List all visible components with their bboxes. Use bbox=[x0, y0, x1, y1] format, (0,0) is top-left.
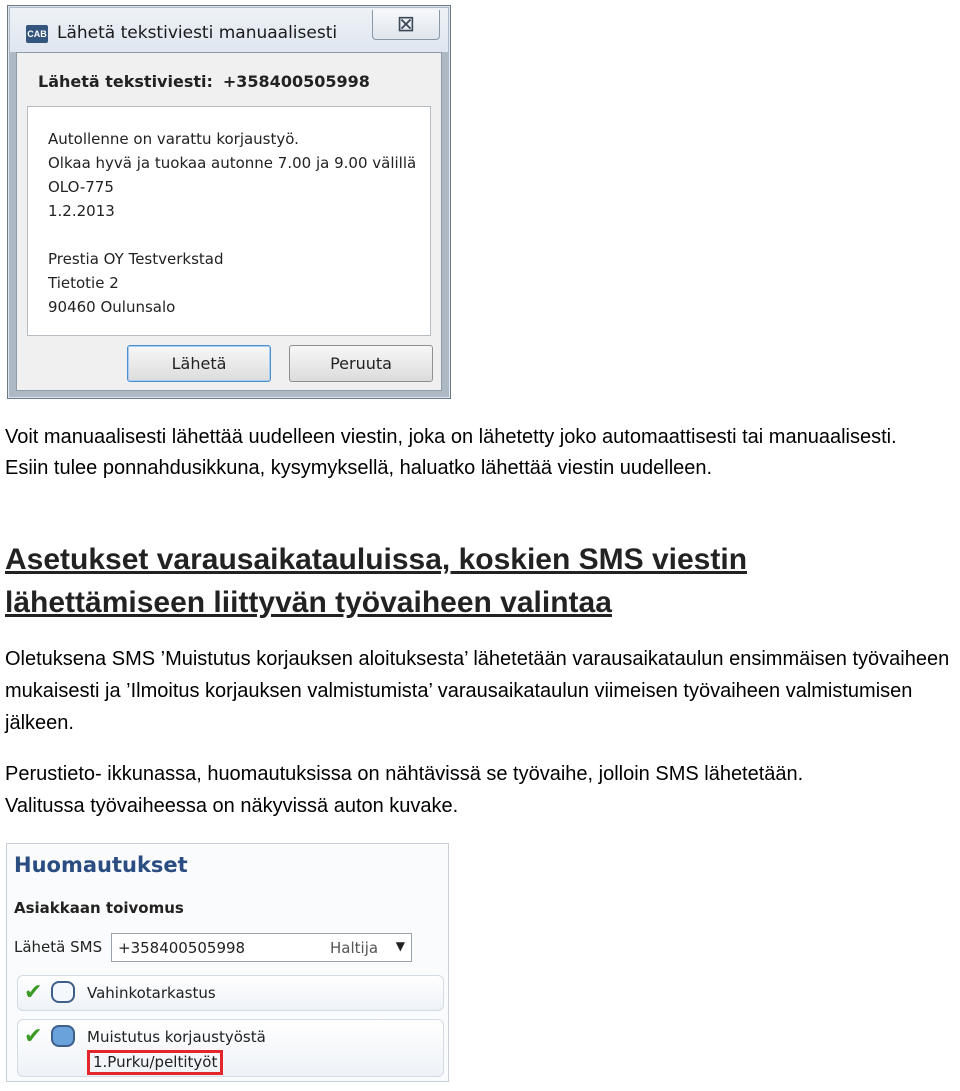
work-phase-row-selected[interactable] bbox=[17, 1019, 444, 1077]
sms-label: Lähetä SMS bbox=[14, 938, 103, 956]
work-phase-label: 1.Purku/peltityöt bbox=[87, 1050, 223, 1075]
send-to-line bbox=[38, 72, 370, 91]
speech-bubble-icon bbox=[51, 981, 75, 1003]
close-icon[interactable]: ⊠ bbox=[372, 10, 440, 40]
panel-subtitle: Asiakkaan toivomus bbox=[14, 899, 184, 917]
speech-bubble-icon bbox=[51, 1025, 75, 1047]
message-line: Tietotie 2 bbox=[48, 274, 119, 292]
message-textarea[interactable] bbox=[27, 106, 431, 336]
dialog-titlebar bbox=[10, 8, 448, 52]
message-line: Olkaa hyvä ja tuokaa autonne 7.00 ja 9.00 välillä bbox=[48, 154, 417, 172]
panel-title: Huomautukset bbox=[14, 853, 188, 877]
app-icon: CAB bbox=[26, 25, 48, 43]
chevron-down-icon[interactable]: ▼ bbox=[395, 939, 405, 953]
message-blank-line bbox=[48, 223, 430, 247]
sms-number: +358400505998 bbox=[118, 939, 246, 957]
message-line: Prestia OY Testverkstad bbox=[48, 250, 224, 268]
message-line: 1.2.2013 bbox=[48, 202, 115, 220]
sms-recipient: Haltija bbox=[330, 939, 379, 957]
message-line: OLO-775 bbox=[48, 178, 114, 196]
send-to-label: Lähetä tekstiviesti: bbox=[38, 72, 213, 91]
message-line: 90460 Oulunsalo bbox=[48, 298, 176, 316]
default-behavior-paragraph: Oletuksena SMS ’Muistutus korjauksen aloituksesta’ lähetetään varausaikataulun ensimmäisen työvaiheen mukaisesti ja ’Ilmoitus korjauksen valmistumista’ varausaikataulun viimeisen työvaiheen valmistumisen jälkeen. bbox=[5, 648, 950, 734]
sms-recipient-select[interactable] bbox=[111, 933, 412, 962]
work-phase-row[interactable] bbox=[17, 975, 444, 1011]
row-label: Vahinkotarkastus bbox=[87, 984, 216, 1002]
cancel-button[interactable]: Peruuta bbox=[289, 345, 433, 382]
send-sms-dialog bbox=[7, 5, 451, 399]
send-to-number: +358400505998 bbox=[222, 72, 370, 91]
message-line: Autollenne on varattu korjaustyö. bbox=[48, 130, 299, 148]
send-button[interactable]: Lähetä bbox=[127, 345, 271, 382]
checkmark-icon: ✔ bbox=[24, 980, 43, 1005]
section-heading: Asetukset varausaikatauluissa, koskien SMS viestin lähettämiseen liittyvän työvaiheen valintaa bbox=[5, 543, 748, 619]
checkmark-icon: ✔ bbox=[24, 1024, 43, 1049]
notes-panel bbox=[6, 843, 449, 1082]
dialog-body bbox=[16, 52, 442, 391]
notes-paragraph: Perustieto- ikkunassa, huomautuksissa on nähtävissä se työvaihe, jolloin SMS lähetetään. Valitussa työvaiheessa on näkyvissä auton kuvake. bbox=[5, 763, 804, 817]
dialog-title: Lähetä tekstiviesti manuaalisesti bbox=[57, 23, 338, 43]
row-label: Muistutus korjaustyöstä bbox=[87, 1028, 266, 1046]
intro-paragraph: Voit manuaalisesti lähettää uudelleen viestin, joka on lähetetty joko automaattisesti tai manuaalisesti. Esiin tulee ponnahdusikkuna, kysymyksellä, haluatko lähettää viestin uudelleen. bbox=[5, 426, 897, 479]
